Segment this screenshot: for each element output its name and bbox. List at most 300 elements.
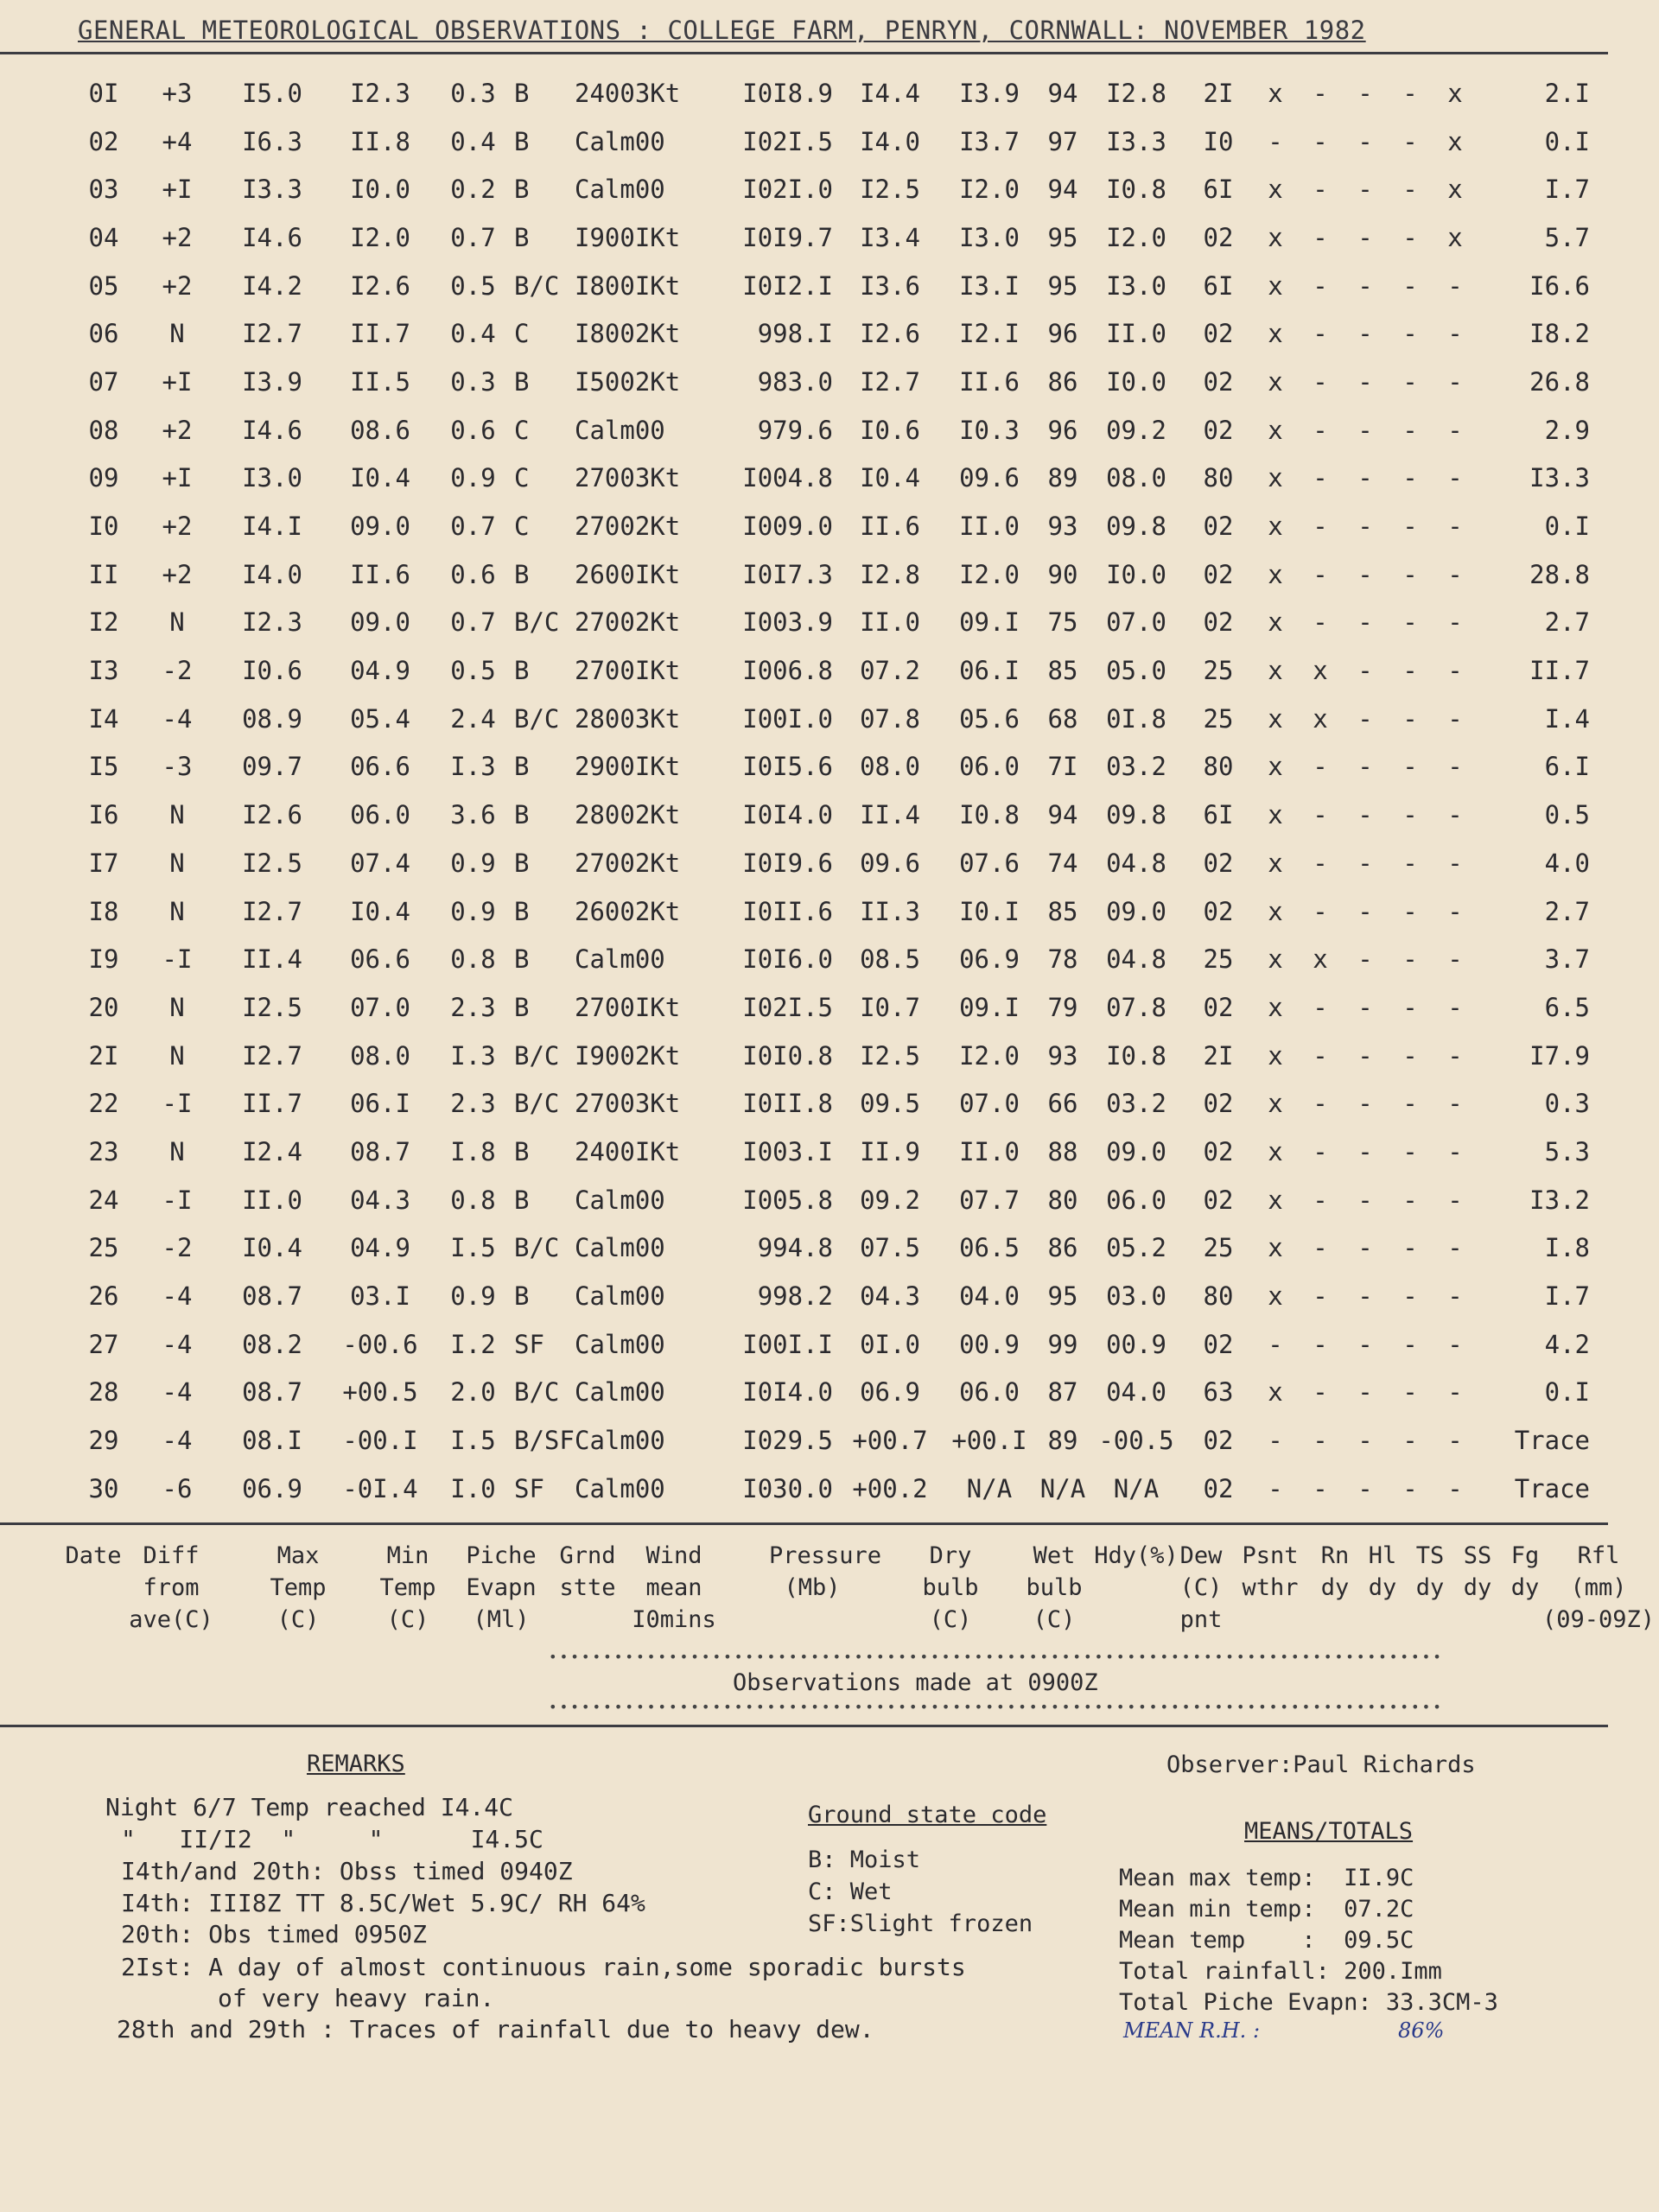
cell-max-temp: I2.7 <box>242 319 302 349</box>
cell-wet-bulb: I3.0 <box>959 222 1020 252</box>
cell-dry-bulb: I2.8 <box>860 559 920 589</box>
table-row <box>69 550 1590 599</box>
cell-fog-day: - <box>1447 270 1463 301</box>
cell-fog-day: x <box>1447 222 1463 252</box>
column-header-line: (09-09Z) <box>1541 1606 1656 1633</box>
cell-diff: -I <box>162 1089 193 1119</box>
cell-present-weather: 25 <box>1203 944 1234 975</box>
cell-wet-bulb: 09.I <box>959 992 1020 1022</box>
cell-diff: +3 <box>162 78 193 108</box>
cell-hail-day: - <box>1313 463 1328 493</box>
cell-rainfall: 28.8 <box>1529 559 1590 589</box>
cell-min-temp: 08.0 <box>350 1040 410 1071</box>
handwritten-value: 86% <box>1398 2018 1445 2043</box>
cell-thunder-day: - <box>1357 656 1373 686</box>
cell-date: 22 <box>88 1089 119 1119</box>
cell-min-temp: +00.5 <box>342 1377 418 1408</box>
cell-wet-bulb: 06.0 <box>959 752 1020 782</box>
cell-fog-day: - <box>1447 752 1463 782</box>
cell-max-temp: I3.3 <box>242 175 302 205</box>
cell-max-temp: I4.6 <box>242 415 302 445</box>
remark-line: I4th/and 20th: Obss timed 0940Z <box>121 1857 573 1885</box>
cell-ground-state: B <box>514 896 530 926</box>
cell-max-temp: II.0 <box>242 1185 302 1215</box>
column-header-line: Grnd <box>559 1542 616 1569</box>
column-header-line: Evapn <box>466 1574 537 1601</box>
column-header <box>50 1540 137 1636</box>
cell-diff: N <box>169 319 185 349</box>
cell-wind: 2700IKt <box>575 992 681 1022</box>
column-header-line: (Mb) <box>784 1574 841 1601</box>
cell-rain-day: x <box>1268 463 1283 493</box>
remark-line: I4th: III8Z TT 8.5C/Wet 5.9C/ RH 64% <box>121 1889 645 1917</box>
cell-date: 05 <box>88 270 119 301</box>
cell-rainfall: I.7 <box>1544 1281 1590 1312</box>
cell-ground-state: SF <box>514 1329 544 1359</box>
table-row <box>69 1224 1590 1273</box>
cell-diff: -I <box>162 1185 193 1215</box>
cell-dry-bulb: II.0 <box>860 607 920 638</box>
cell-wet-bulb: I2.0 <box>959 559 1020 589</box>
cell-pressure: I02I.5 <box>742 126 833 156</box>
column-header-line <box>50 1572 137 1604</box>
cell-max-temp: I2.5 <box>242 992 302 1022</box>
cell-dry-bulb: I2.5 <box>860 1040 920 1071</box>
cell-diff: N <box>169 800 185 830</box>
cell-wind: Calm00 <box>575 175 665 205</box>
cell-wind: Calm00 <box>575 1426 665 1456</box>
cell-rain-day: x <box>1268 1089 1283 1119</box>
cell-snow-day: - <box>1402 415 1418 445</box>
cell-diff: -2 <box>162 656 193 686</box>
cell-ground-state: B/SF <box>514 1426 575 1456</box>
cell-max-temp: I4.0 <box>242 559 302 589</box>
cell-min-temp: 04.9 <box>350 1233 410 1263</box>
cell-dew-point: I3.0 <box>1106 270 1166 301</box>
cell-dry-bulb: 09.2 <box>860 1185 920 1215</box>
cell-min-temp: 04.9 <box>350 656 410 686</box>
cell-humidity: 66 <box>1047 1089 1078 1119</box>
cell-present-weather: 02 <box>1203 222 1234 252</box>
cell-wet-bulb: II.0 <box>959 512 1020 542</box>
cell-dew-point: 04.0 <box>1106 1377 1166 1408</box>
cell-thunder-day: - <box>1357 1329 1373 1359</box>
handwritten-mean-rh <box>1123 2018 1444 2043</box>
cell-max-temp: I4.I <box>242 512 302 542</box>
cell-ground-state: B/C <box>514 607 560 638</box>
cell-piche: 0.5 <box>450 270 496 301</box>
column-header-line: dy <box>1415 1574 1445 1601</box>
cell-dew-point: I0.0 <box>1106 559 1166 589</box>
cell-present-weather: 02 <box>1203 512 1234 542</box>
cell-wind: 27002Kt <box>575 607 681 638</box>
cell-hail-day: - <box>1313 1329 1328 1359</box>
table-row <box>69 1416 1590 1465</box>
cell-fog-day: x <box>1447 126 1463 156</box>
cell-piche: I.0 <box>450 1473 496 1503</box>
cell-fog-day: - <box>1447 607 1463 638</box>
cell-max-temp: I0.6 <box>242 656 302 686</box>
cell-diff: N <box>169 992 185 1022</box>
cell-pressure: I0II.8 <box>742 1089 833 1119</box>
cell-snow-day: - <box>1402 1040 1418 1071</box>
cell-dew-point: I0.8 <box>1106 175 1166 205</box>
cell-ground-state: B/C <box>514 270 560 301</box>
cell-wind: 27003Kt <box>575 1089 681 1119</box>
cell-date: 07 <box>88 366 119 397</box>
cell-fog-day: - <box>1447 992 1463 1022</box>
table-row <box>69 1272 1590 1320</box>
cell-fog-day: x <box>1447 78 1463 108</box>
cell-wind: I9002Kt <box>575 1040 681 1071</box>
column-header-line: dy <box>1510 1574 1540 1601</box>
column-header-line: Pressure <box>769 1542 882 1569</box>
cell-wet-bulb: 04.0 <box>959 1281 1020 1312</box>
cell-wind: 27003Kt <box>575 463 681 493</box>
cell-pressure: 983.0 <box>757 366 833 397</box>
cell-wet-bulb: 09.6 <box>959 463 1020 493</box>
cell-hail-day: - <box>1313 1233 1328 1263</box>
cell-piche: 0.7 <box>450 222 496 252</box>
cell-min-temp: I0.0 <box>350 175 410 205</box>
cell-hail-day: - <box>1313 126 1328 156</box>
cell-piche: I.8 <box>450 1136 496 1166</box>
column-header-line: Dry <box>929 1542 972 1569</box>
table-row <box>69 406 1590 454</box>
table-bottom-rule <box>0 1522 1608 1525</box>
cell-wet-bulb: 07.7 <box>959 1185 1020 1215</box>
cell-rain-day: x <box>1268 800 1283 830</box>
cell-wind: 28002Kt <box>575 800 681 830</box>
cell-ground-state: B <box>514 1185 530 1215</box>
cell-wind: Calm00 <box>575 1473 665 1503</box>
table-row <box>69 887 1590 936</box>
table-row <box>69 502 1590 550</box>
cell-rain-day: x <box>1268 992 1283 1022</box>
cell-diff: -4 <box>162 1426 193 1456</box>
cell-min-temp: 09.0 <box>350 512 410 542</box>
column-header-line <box>769 1604 855 1636</box>
cell-present-weather: 80 <box>1203 463 1234 493</box>
cell-piche: 0.8 <box>450 1185 496 1215</box>
cell-hail-day: - <box>1313 1136 1328 1166</box>
table-row <box>69 695 1590 743</box>
cell-wet-bulb: I3.7 <box>959 126 1020 156</box>
table-row <box>69 165 1590 213</box>
cell-fog-day: x <box>1447 175 1463 205</box>
cell-date: 27 <box>88 1329 119 1359</box>
cell-humidity: 94 <box>1047 78 1078 108</box>
cell-rainfall: II.7 <box>1529 656 1590 686</box>
column-header-line: wthr <box>1242 1574 1299 1601</box>
cell-max-temp: I2.5 <box>242 848 302 878</box>
column-header-line: Piche <box>466 1542 537 1569</box>
cell-ground-state: B <box>514 78 530 108</box>
table-row <box>69 1320 1590 1369</box>
cell-pressure: I029.5 <box>742 1426 833 1456</box>
table-row <box>69 983 1590 1032</box>
cell-hail-day: x <box>1313 703 1328 734</box>
cell-thunder-day: - <box>1357 896 1373 926</box>
cell-rainfall: 0.5 <box>1544 800 1590 830</box>
cell-min-temp: 04.3 <box>350 1185 410 1215</box>
cell-rain-day: x <box>1268 1377 1283 1408</box>
cell-humidity: 97 <box>1047 126 1078 156</box>
cell-hail-day: - <box>1313 319 1328 349</box>
cell-dry-bulb: I2.5 <box>860 175 920 205</box>
cell-rain-day: x <box>1268 175 1283 205</box>
remark-line: 2Ist: A day of almost continuous rain,some sporadic bursts <box>121 1953 966 1981</box>
cell-thunder-day: - <box>1357 175 1373 205</box>
cell-present-weather: 02 <box>1203 366 1234 397</box>
cell-ground-state: SF <box>514 1473 544 1503</box>
cell-min-temp: 06.0 <box>350 800 410 830</box>
cell-hail-day: - <box>1313 992 1328 1022</box>
cell-date: 03 <box>88 175 119 205</box>
cell-wind: I8002Kt <box>575 319 681 349</box>
cell-dry-bulb: 06.9 <box>860 1377 920 1408</box>
cell-rain-day: x <box>1268 1040 1283 1071</box>
cell-diff: N <box>169 1136 185 1166</box>
sheet-title: GENERAL METEOROLOGICAL OBSERVATIONS : COLLEGE FARM, PENRYN, CORNWALL: NOVEMBER 1982 <box>78 16 1366 45</box>
cell-humidity: 85 <box>1047 656 1078 686</box>
cell-dry-bulb: I3.6 <box>860 270 920 301</box>
cell-piche: I.2 <box>450 1329 496 1359</box>
cell-dry-bulb: I0.7 <box>860 992 920 1022</box>
cell-rainfall: I6.6 <box>1529 270 1590 301</box>
cell-date: 09 <box>88 463 119 493</box>
cell-humidity: 86 <box>1047 366 1078 397</box>
cell-rain-day: - <box>1268 1329 1283 1359</box>
cell-pressure: I004.8 <box>742 463 833 493</box>
cell-snow-day: - <box>1402 992 1418 1022</box>
cell-dew-point: I2.8 <box>1106 78 1166 108</box>
cell-snow-day: - <box>1402 222 1418 252</box>
cell-rain-day: x <box>1268 896 1283 926</box>
cell-rain-day: x <box>1268 559 1283 589</box>
cell-rainfall: 0.3 <box>1544 1089 1590 1119</box>
cell-diff: -4 <box>162 1281 193 1312</box>
cell-dew-point: 09.8 <box>1106 512 1166 542</box>
cell-rainfall: I7.9 <box>1529 1040 1590 1071</box>
cell-fog-day: - <box>1447 703 1463 734</box>
column-header-line: (C) <box>1033 1606 1076 1633</box>
column-header <box>544 1540 631 1636</box>
cell-snow-day: - <box>1402 366 1418 397</box>
remarks-rule <box>0 1725 1608 1727</box>
cell-thunder-day: - <box>1357 1377 1373 1408</box>
cell-wind: 27002Kt <box>575 512 681 542</box>
cell-dew-point: 09.8 <box>1106 800 1166 830</box>
cell-thunder-day: - <box>1357 222 1373 252</box>
cell-ground-state: B <box>514 175 530 205</box>
cell-thunder-day: - <box>1357 1233 1373 1263</box>
cell-wind: I5002Kt <box>575 366 681 397</box>
column-header-line: ave(C) <box>129 1606 213 1633</box>
cell-max-temp: 08.I <box>242 1426 302 1456</box>
cell-present-weather: 02 <box>1203 992 1234 1022</box>
cell-dry-bulb: II.3 <box>860 896 920 926</box>
cell-snow-day: - <box>1402 607 1418 638</box>
cell-diff: N <box>169 848 185 878</box>
cell-date: 2I <box>88 1040 119 1071</box>
cell-date: 08 <box>88 415 119 445</box>
cell-dry-bulb: I4.0 <box>860 126 920 156</box>
cell-fog-day: - <box>1447 896 1463 926</box>
cell-humidity: 95 <box>1047 1281 1078 1312</box>
cell-min-temp: II.8 <box>350 126 410 156</box>
cell-fog-day: - <box>1447 800 1463 830</box>
cell-wind: Calm00 <box>575 1185 665 1215</box>
cell-min-temp: I2.6 <box>350 270 410 301</box>
cell-ground-state: C <box>514 463 530 493</box>
cell-present-weather: I0 <box>1203 126 1234 156</box>
table-row <box>69 791 1590 839</box>
cell-rainfall: I.7 <box>1544 175 1590 205</box>
cell-dry-bulb: 07.2 <box>860 656 920 686</box>
cell-thunder-day: - <box>1357 1136 1373 1166</box>
cell-wet-bulb: 06.0 <box>959 1377 1020 1408</box>
cell-present-weather: 2I <box>1203 78 1234 108</box>
cell-wind: 28003Kt <box>575 703 681 734</box>
cell-present-weather: 6I <box>1203 175 1234 205</box>
cell-rain-day: x <box>1268 848 1283 878</box>
cell-piche: 2.3 <box>450 1089 496 1119</box>
cell-rainfall: 4.0 <box>1544 848 1590 878</box>
cell-dry-bulb: II.4 <box>860 800 920 830</box>
cell-rainfall: I3.2 <box>1529 1185 1590 1215</box>
cell-snow-day: - <box>1402 78 1418 108</box>
cell-date: 30 <box>88 1473 119 1503</box>
column-header-line: bulb <box>1026 1574 1083 1601</box>
cell-hail-day: - <box>1313 1089 1328 1119</box>
remarks-title: REMARKS <box>307 1751 405 1777</box>
cell-hail-day: - <box>1313 800 1328 830</box>
cell-snow-day: - <box>1402 1426 1418 1456</box>
column-header <box>631 1540 717 1636</box>
handwritten-label: MEAN R.H. : <box>1123 2018 1261 2043</box>
cell-date: 02 <box>88 126 119 156</box>
cell-wet-bulb: 00.9 <box>959 1329 1020 1359</box>
column-header-line: Date <box>65 1542 122 1569</box>
cell-piche: 0.9 <box>450 896 496 926</box>
cell-humidity: 74 <box>1047 848 1078 878</box>
column-header-line: pnt <box>1179 1606 1223 1633</box>
cell-humidity: 80 <box>1047 1185 1078 1215</box>
remark-line: 28th and 29th : Traces of rainfall due to heavy dew. <box>117 2015 874 2044</box>
cell-thunder-day: - <box>1357 992 1373 1022</box>
cell-date: II <box>88 559 119 589</box>
cell-wet-bulb: I0.3 <box>959 415 1020 445</box>
cell-pressure: I02I.5 <box>742 992 833 1022</box>
cell-diff: +2 <box>162 222 193 252</box>
cell-snow-day: - <box>1402 463 1418 493</box>
cell-fog-day: - <box>1447 944 1463 975</box>
cell-present-weather: 63 <box>1203 1377 1234 1408</box>
cell-min-temp: I0.4 <box>350 896 410 926</box>
cell-humidity: N/A <box>1039 1473 1086 1503</box>
cell-dew-point: I3.3 <box>1106 126 1166 156</box>
cell-dry-bulb: I2.7 <box>860 366 920 397</box>
column-header-line: Temp <box>379 1574 436 1601</box>
cell-present-weather: 02 <box>1203 607 1234 638</box>
column-header-line: Wind <box>645 1542 702 1569</box>
cell-max-temp: 08.7 <box>242 1281 302 1312</box>
cell-humidity: 85 <box>1047 896 1078 926</box>
cell-rainfall: 26.8 <box>1529 366 1590 397</box>
cell-fog-day: - <box>1447 656 1463 686</box>
cell-dew-point: 06.0 <box>1106 1185 1166 1215</box>
column-header-line: TS <box>1415 1542 1445 1569</box>
cell-min-temp: 08.7 <box>350 1136 410 1166</box>
cell-snow-day: - <box>1402 703 1418 734</box>
cell-min-temp: II.6 <box>350 559 410 589</box>
cell-piche: 0.3 <box>450 78 496 108</box>
cell-rainfall: 2.I <box>1544 78 1590 108</box>
cell-ground-state: B/C <box>514 1377 560 1408</box>
cell-snow-day: - <box>1402 512 1418 542</box>
cell-rainfall: 2.7 <box>1544 607 1590 638</box>
cell-rain-day: x <box>1268 1233 1283 1263</box>
cell-humidity: 79 <box>1047 992 1078 1022</box>
cell-fog-day: - <box>1447 366 1463 397</box>
cell-dry-bulb: 07.5 <box>860 1233 920 1263</box>
column-header-line: Max <box>276 1542 320 1569</box>
cell-date: I7 <box>88 848 119 878</box>
table-row <box>69 262 1590 310</box>
cell-pressure: I003.9 <box>742 607 833 638</box>
cell-rainfall: 0.I <box>1544 126 1590 156</box>
cell-ground-state: B <box>514 656 530 686</box>
cell-date: 04 <box>88 222 119 252</box>
cell-dry-bulb: +00.7 <box>852 1426 928 1456</box>
cell-wind: Calm00 <box>575 1329 665 1359</box>
cell-wet-bulb: 06.5 <box>959 1233 1020 1263</box>
cell-snow-day: - <box>1402 1281 1418 1312</box>
cell-hail-day: - <box>1313 1426 1328 1456</box>
cell-rainfall: I.4 <box>1544 703 1590 734</box>
cell-diff: N <box>169 607 185 638</box>
cell-date: I3 <box>88 656 119 686</box>
cell-pressure: I009.0 <box>742 512 833 542</box>
cell-diff: N <box>169 1040 185 1071</box>
title-rule <box>0 52 1608 54</box>
cell-thunder-day: - <box>1357 1473 1373 1503</box>
cell-wind: 2700IKt <box>575 656 681 686</box>
cell-min-temp: II.7 <box>350 319 410 349</box>
column-header-line: Diff <box>143 1542 200 1569</box>
column-header-line: Psnt <box>1242 1542 1299 1569</box>
mean-line: Total Piche Evapn: 33.3CM-3 <box>1119 1989 1498 2016</box>
cell-diff: +2 <box>162 415 193 445</box>
cell-wet-bulb: 07.6 <box>959 848 1020 878</box>
mean-line: Mean min temp: 07.2C <box>1119 1896 1414 1923</box>
column-header-line: mean <box>645 1574 702 1601</box>
column-header-line: Fg <box>1510 1542 1540 1569</box>
cell-rainfall: Trace <box>1514 1473 1590 1503</box>
column-header-line: I0mins <box>632 1606 716 1633</box>
cell-thunder-day: - <box>1357 463 1373 493</box>
cell-dew-point: II.0 <box>1106 319 1166 349</box>
cell-piche: 0.6 <box>450 559 496 589</box>
cell-date: 26 <box>88 1281 119 1312</box>
cell-piche: 2.4 <box>450 703 496 734</box>
cell-thunder-day: - <box>1357 415 1373 445</box>
cell-hail-day: - <box>1313 366 1328 397</box>
ground-code-title: Ground state code <box>808 1802 1047 1828</box>
cell-rain-day: x <box>1268 1281 1283 1312</box>
cell-wet-bulb: N/A <box>966 1473 1013 1503</box>
